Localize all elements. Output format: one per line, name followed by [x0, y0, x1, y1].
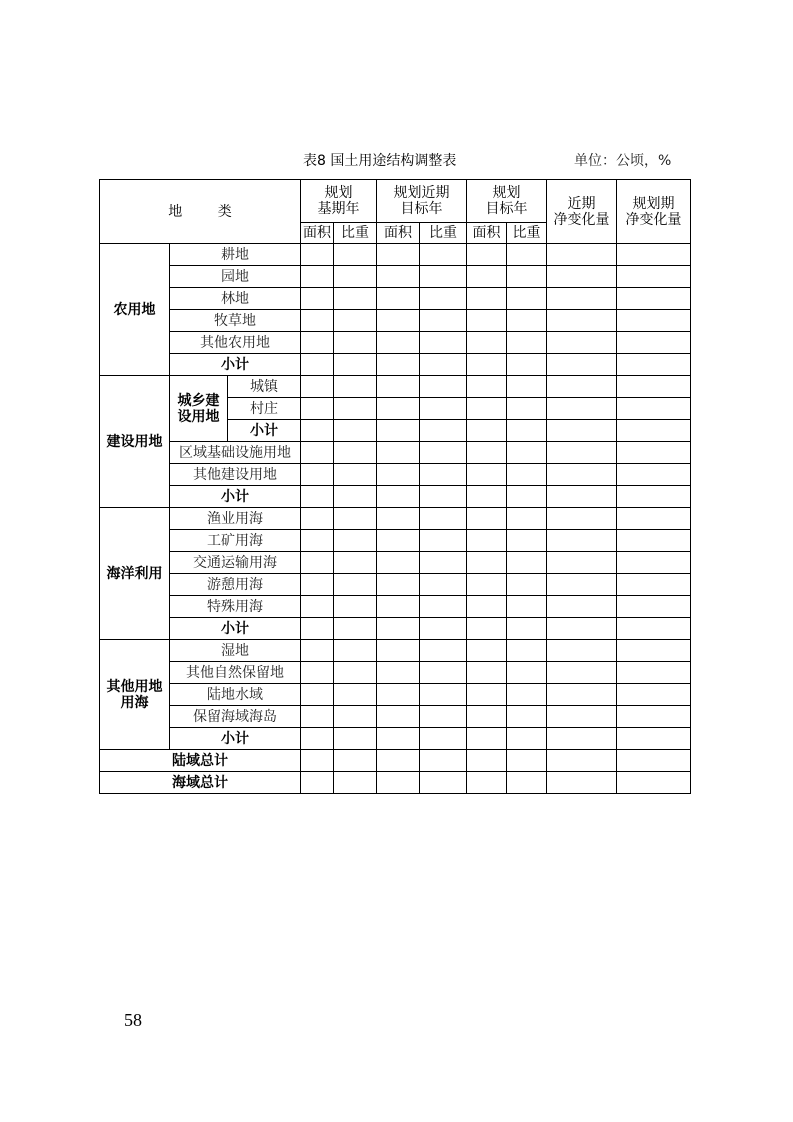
row-label: 工矿用海: [170, 530, 301, 552]
table-row: [100, 640, 691, 662]
header-area: 面积: [377, 223, 420, 244]
data-cell: [507, 486, 547, 508]
data-cell: [467, 684, 507, 706]
header-area: 面积: [467, 223, 507, 244]
data-cell: [301, 530, 334, 552]
data-cell: [467, 596, 507, 618]
data-cell: [301, 662, 334, 684]
data-cell: [547, 552, 617, 574]
data-cell: [617, 750, 691, 772]
data-cell: [334, 244, 377, 266]
data-cell: [420, 266, 467, 288]
data-cell: [420, 706, 467, 728]
data-cell: [334, 508, 377, 530]
data-cell: [467, 376, 507, 398]
data-cell: [377, 288, 420, 310]
data-cell: [301, 332, 334, 354]
data-cell: [420, 398, 467, 420]
data-cell: [547, 772, 617, 794]
row-label: 陆地水域: [170, 684, 301, 706]
data-cell: [467, 354, 507, 376]
data-cell: [507, 662, 547, 684]
row-label: 特殊用海: [170, 596, 301, 618]
table-row: [100, 684, 691, 706]
data-cell: [420, 442, 467, 464]
data-cell: [547, 310, 617, 332]
row-label: 其他建设用地: [170, 464, 301, 486]
data-cell: [547, 288, 617, 310]
row-label: 其他农用地: [170, 332, 301, 354]
data-cell: [334, 486, 377, 508]
data-cell: [467, 420, 507, 442]
table-row: [100, 442, 691, 464]
data-cell: [547, 574, 617, 596]
data-cell: [334, 640, 377, 662]
data-cell: [507, 266, 547, 288]
data-cell: [547, 684, 617, 706]
data-cell: [467, 244, 507, 266]
data-cell: [377, 486, 420, 508]
data-cell: [617, 332, 691, 354]
data-cell: [547, 618, 617, 640]
group-sea-label: 海洋利用: [100, 508, 170, 640]
row-label: 园地: [170, 266, 301, 288]
table-row: [100, 266, 691, 288]
data-cell: [301, 420, 334, 442]
data-cell: [420, 552, 467, 574]
data-cell: [301, 354, 334, 376]
data-cell: [334, 420, 377, 442]
data-cell: [377, 750, 420, 772]
data-cell: [420, 244, 467, 266]
data-cell: [377, 596, 420, 618]
data-cell: [617, 310, 691, 332]
data-cell: [467, 552, 507, 574]
data-cell: [507, 552, 547, 574]
data-cell: [301, 464, 334, 486]
data-cell: [420, 640, 467, 662]
data-cell: [301, 574, 334, 596]
data-cell: [420, 596, 467, 618]
data-cell: [377, 706, 420, 728]
data-cell: [467, 640, 507, 662]
data-cell: [507, 376, 547, 398]
data-cell: [617, 376, 691, 398]
data-cell: [301, 266, 334, 288]
table-row: [100, 772, 691, 794]
table-row: [100, 574, 691, 596]
data-cell: [377, 640, 420, 662]
table-row: [100, 288, 691, 310]
data-cell: [617, 772, 691, 794]
sea-total-label: 海域总计: [100, 772, 301, 794]
data-cell: [377, 442, 420, 464]
row-label: 渔业用海: [170, 508, 301, 530]
data-cell: [547, 464, 617, 486]
data-cell: [547, 332, 617, 354]
data-cell: [377, 266, 420, 288]
data-cell: [617, 442, 691, 464]
group-farm-label: 农用地: [100, 244, 170, 376]
data-cell: [547, 266, 617, 288]
data-cell: [301, 618, 334, 640]
data-cell: [377, 574, 420, 596]
subtotal-label: 小计: [170, 728, 301, 750]
data-cell: [467, 266, 507, 288]
header-category: 地 类: [100, 180, 301, 244]
unit-label: 单位：公顷，%: [574, 153, 672, 169]
data-cell: [377, 420, 420, 442]
data-cell: [467, 464, 507, 486]
table-row: [100, 310, 691, 332]
data-cell: [377, 310, 420, 332]
data-cell: [420, 728, 467, 750]
data-cell: [420, 750, 467, 772]
data-cell: [467, 442, 507, 464]
header-ratio: 比重: [507, 223, 547, 244]
data-cell: [377, 552, 420, 574]
data-cell: [420, 354, 467, 376]
data-cell: [617, 354, 691, 376]
data-cell: [334, 750, 377, 772]
data-cell: [301, 772, 334, 794]
data-cell: [377, 530, 420, 552]
data-cell: [334, 574, 377, 596]
data-cell: [617, 596, 691, 618]
data-cell: [334, 618, 377, 640]
row-label: 保留海域海岛: [170, 706, 301, 728]
data-cell: [507, 728, 547, 750]
data-cell: [547, 530, 617, 552]
data-cell: [507, 310, 547, 332]
data-cell: [617, 464, 691, 486]
data-cell: [420, 530, 467, 552]
data-cell: [334, 464, 377, 486]
data-cell: [547, 398, 617, 420]
data-cell: [420, 310, 467, 332]
data-cell: [377, 464, 420, 486]
data-cell: [467, 530, 507, 552]
data-cell: [547, 442, 617, 464]
subtotal-label: 小计: [170, 486, 301, 508]
data-cell: [334, 772, 377, 794]
data-cell: [301, 442, 334, 464]
data-cell: [420, 684, 467, 706]
data-cell: [507, 750, 547, 772]
data-cell: [467, 574, 507, 596]
header-near-target-year: 规划近期 目标年: [377, 180, 467, 223]
data-cell: [467, 750, 507, 772]
data-cell: [507, 398, 547, 420]
data-cell: [467, 486, 507, 508]
data-cell: [334, 684, 377, 706]
row-label: 城镇: [228, 376, 301, 398]
data-cell: [617, 552, 691, 574]
data-cell: [617, 398, 691, 420]
data-cell: [547, 376, 617, 398]
data-cell: [334, 552, 377, 574]
data-cell: [507, 596, 547, 618]
data-cell: [301, 728, 334, 750]
subtotal-label: 小计: [170, 618, 301, 640]
data-cell: [547, 508, 617, 530]
data-cell: [301, 398, 334, 420]
data-cell: [617, 486, 691, 508]
row-label: 其他自然保留地: [170, 662, 301, 684]
data-cell: [617, 420, 691, 442]
header-plan-net-change: 规划期 净变化量: [617, 180, 691, 244]
data-cell: [420, 618, 467, 640]
data-cell: [334, 376, 377, 398]
land-total-label: 陆域总计: [100, 750, 301, 772]
data-cell: [334, 354, 377, 376]
subtotal-label: 小计: [228, 420, 301, 442]
data-cell: [507, 442, 547, 464]
table-row: [100, 530, 691, 552]
data-cell: [301, 376, 334, 398]
table-row: [100, 728, 691, 750]
data-cell: [467, 398, 507, 420]
data-cell: [547, 706, 617, 728]
data-cell: [377, 398, 420, 420]
row-label: 交通运输用海: [170, 552, 301, 574]
data-cell: [420, 420, 467, 442]
data-cell: [420, 574, 467, 596]
header-target-year: 规划 目标年: [467, 180, 547, 223]
data-cell: [334, 442, 377, 464]
data-cell: [420, 508, 467, 530]
data-cell: [301, 508, 334, 530]
data-cell: [547, 596, 617, 618]
table-caption: 表8 国土用途结构调整表: [303, 153, 457, 169]
land-use-structure-table: [99, 179, 691, 794]
row-label: 湿地: [170, 640, 301, 662]
data-cell: [507, 420, 547, 442]
data-cell: [617, 266, 691, 288]
data-cell: [467, 508, 507, 530]
data-cell: [617, 530, 691, 552]
table-row: [100, 332, 691, 354]
data-cell: [617, 728, 691, 750]
data-cell: [301, 596, 334, 618]
row-label: 区域基础设施用地: [170, 442, 301, 464]
data-cell: [547, 244, 617, 266]
row-label: 村庄: [228, 398, 301, 420]
data-cell: [467, 288, 507, 310]
data-cell: [467, 618, 507, 640]
data-cell: [334, 266, 377, 288]
table-row: [100, 750, 691, 772]
data-cell: [547, 640, 617, 662]
data-cell: [547, 486, 617, 508]
data-cell: [617, 706, 691, 728]
data-cell: [334, 596, 377, 618]
data-cell: [547, 728, 617, 750]
table-row: [100, 706, 691, 728]
data-cell: [334, 332, 377, 354]
data-cell: [334, 310, 377, 332]
data-cell: [377, 508, 420, 530]
data-cell: [377, 728, 420, 750]
data-cell: [334, 662, 377, 684]
data-cell: [467, 728, 507, 750]
data-cell: [301, 244, 334, 266]
table-row: [100, 662, 691, 684]
data-cell: [420, 332, 467, 354]
data-cell: [334, 288, 377, 310]
data-cell: [377, 354, 420, 376]
data-cell: [507, 530, 547, 552]
data-cell: [617, 244, 691, 266]
data-cell: [420, 376, 467, 398]
data-cell: [547, 662, 617, 684]
data-cell: [507, 464, 547, 486]
data-cell: [301, 310, 334, 332]
data-cell: [467, 772, 507, 794]
data-cell: [547, 354, 617, 376]
data-cell: [617, 640, 691, 662]
table-row: [100, 508, 691, 530]
data-cell: [507, 288, 547, 310]
row-label: 游憩用海: [170, 574, 301, 596]
data-cell: [467, 662, 507, 684]
data-cell: [507, 244, 547, 266]
data-cell: [617, 662, 691, 684]
data-cell: [301, 640, 334, 662]
group-construction-label: 建设用地: [100, 376, 170, 508]
data-cell: [617, 618, 691, 640]
data-cell: [334, 398, 377, 420]
data-cell: [507, 618, 547, 640]
data-cell: [617, 684, 691, 706]
data-cell: [301, 750, 334, 772]
row-label: 耕地: [170, 244, 301, 266]
header-ratio: 比重: [334, 223, 377, 244]
data-cell: [301, 684, 334, 706]
data-cell: [467, 332, 507, 354]
data-cell: [377, 376, 420, 398]
data-cell: [377, 772, 420, 794]
header-area: 面积: [301, 223, 334, 244]
table-row: [100, 354, 691, 376]
data-cell: [420, 486, 467, 508]
data-cell: [617, 508, 691, 530]
data-cell: [334, 706, 377, 728]
header-row-1: [100, 180, 691, 223]
table-row: [100, 464, 691, 486]
row-label: 牧草地: [170, 310, 301, 332]
data-cell: [420, 288, 467, 310]
data-cell: [334, 728, 377, 750]
data-cell: [507, 574, 547, 596]
data-cell: [507, 508, 547, 530]
data-cell: [617, 574, 691, 596]
data-cell: [420, 464, 467, 486]
data-cell: [301, 706, 334, 728]
table-row: [100, 618, 691, 640]
data-cell: [507, 684, 547, 706]
data-cell: [301, 486, 334, 508]
header-ratio: 比重: [420, 223, 467, 244]
data-cell: [377, 662, 420, 684]
table-row: [100, 376, 691, 398]
page-number: 58: [124, 1010, 142, 1030]
data-cell: [507, 706, 547, 728]
data-cell: [377, 332, 420, 354]
table-row: [100, 552, 691, 574]
table-row: [100, 596, 691, 618]
table-row: [100, 486, 691, 508]
data-cell: [377, 244, 420, 266]
data-cell: [507, 640, 547, 662]
header-base-year: 规划 基期年: [301, 180, 377, 223]
subtotal-label: 小计: [170, 354, 301, 376]
data-cell: [547, 750, 617, 772]
data-cell: [420, 772, 467, 794]
urban-rural-label: 城乡建 设用地: [170, 376, 228, 442]
data-cell: [377, 684, 420, 706]
data-cell: [467, 310, 507, 332]
data-cell: [617, 288, 691, 310]
row-label: 林地: [170, 288, 301, 310]
data-cell: [334, 530, 377, 552]
data-cell: [507, 772, 547, 794]
data-cell: [301, 288, 334, 310]
group-other-label: 其他用地 用海: [100, 640, 170, 750]
data-cell: [420, 662, 467, 684]
data-cell: [377, 618, 420, 640]
data-cell: [507, 354, 547, 376]
data-cell: [547, 420, 617, 442]
header-near-net-change: 近期 净变化量: [547, 180, 617, 244]
data-cell: [467, 706, 507, 728]
data-cell: [301, 552, 334, 574]
table-row: [100, 244, 691, 266]
data-cell: [507, 332, 547, 354]
